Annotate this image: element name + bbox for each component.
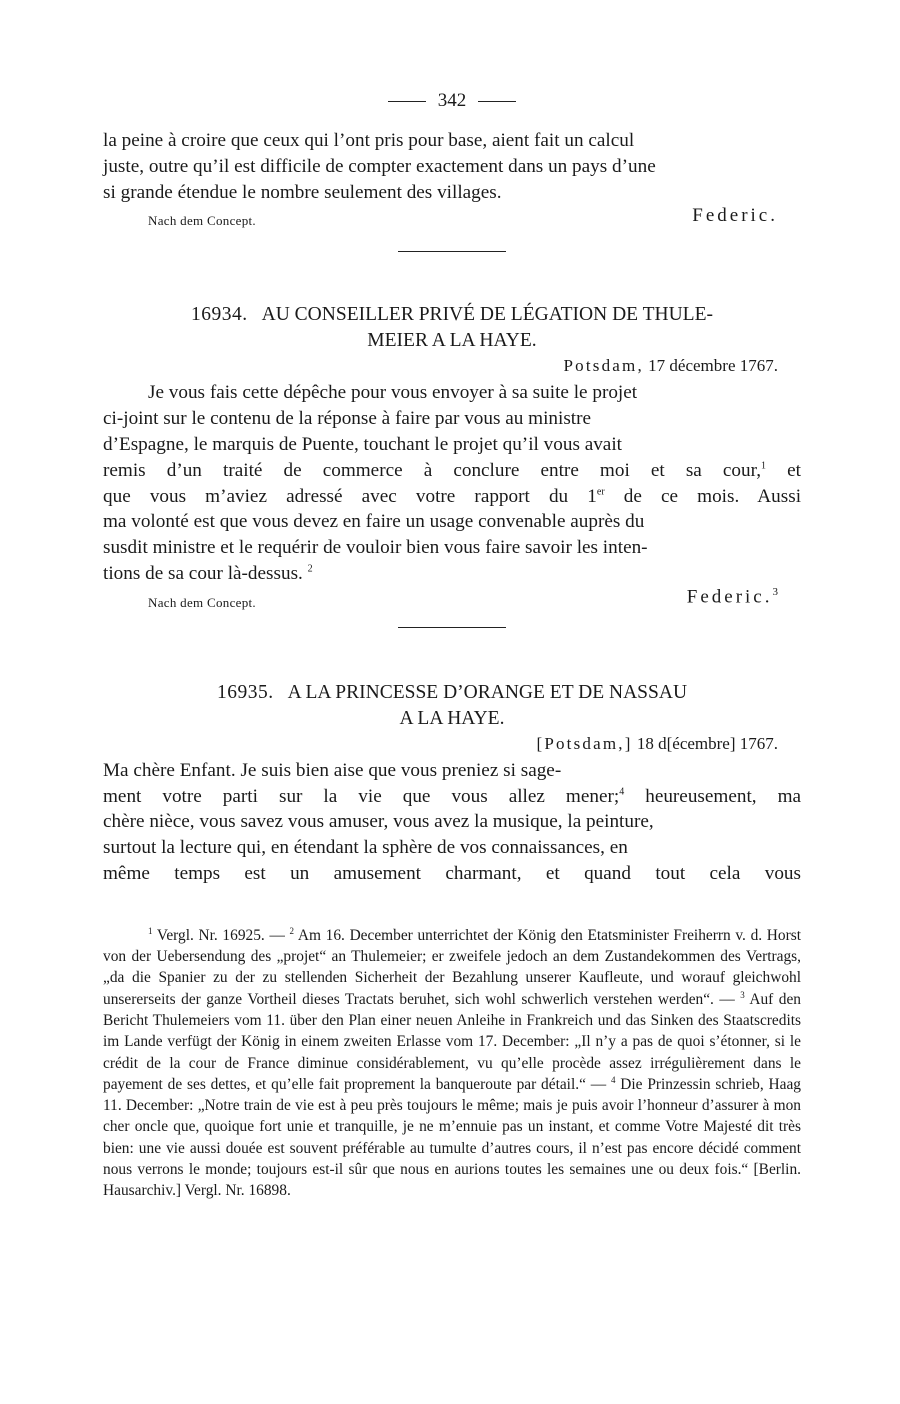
entry1-line-2: ci-joint sur le contenu de la réponse à faire par vous au ministre [103, 408, 592, 430]
entry1-line-7: susdit ministre et le requérir de vouloir bien vous faire savoir les inten- [103, 537, 648, 559]
entry1-signature [687, 586, 778, 608]
document-page [103, 86, 801, 1202]
entry2-line-5: même temps est un amusement charmant, et quand tout cela vous [103, 862, 801, 884]
footnote-4: Die Prinzessin schrieb, Haag 11. December: „Notre train de vie est à peu près toujours le même; mais je puis avoir l’honneur d’assurer à mon cher oncle que, quoique fort unie et tranquille, je ne m’ennuie pas un instant, et comme Votre Majesté dit très bien: une vie aussi douée est souvent préférable au tumulte d’autres cours, il n’est pas encore décidé comment nous verrons le monde; toujours est-il sûr que nous en aurions toutes les semaines une ou deux fois.“ [Berlin. Hausarchiv.] Vergl. Nr. 16898. [103, 1075, 801, 1200]
footnote-2: Am 16. December unterrichtet der König den Etatsminister Freiherrn v. d. Horst von der Uebersendung des „projet“ an Thulemeier; er zweifele jedoch an dem Zustandekommen des Vertrags, „da die Spanier zu der zu stellenden Sicherheit der Bezahlung unserer Kaufleute, und worauf gleichwohl unsererseits der ganze Vortheil dieses Tractats beruhet, sich wohl schwerlich verstehen werden“. — [103, 926, 802, 1008]
entry1-number: 16934. [191, 304, 248, 326]
footnote-ref-2: 2 [307, 563, 313, 575]
footnote-marker-1: 1 [148, 925, 153, 936]
entry1-title-line1 [103, 302, 801, 328]
page-number: 342 [437, 90, 467, 111]
previous-entry [103, 128, 801, 231]
prev-source: Nach dem Concept. [148, 213, 256, 229]
entry1-ordinal-suffix: er [596, 486, 605, 498]
prev-line-2: juste, outre qu’il est difficile de compter exactement dans un pays d’une [103, 155, 656, 177]
header-dash-left [388, 101, 426, 102]
entry-16935 [103, 680, 801, 887]
entry1-line-3: d’Espagne, le marquis de Puente, touchant le projet qu’il vous avait [103, 433, 622, 455]
entry1-title-line2: MEIER A LA HAYE. [367, 330, 537, 352]
entry2-number: 16935. [216, 681, 274, 703]
entry1-line-4-text: remis d’un traité de commerce à conclure entre moi et sa cour, [103, 459, 762, 481]
entry1-signature-text: Federic. [686, 586, 773, 608]
entry2-title-line2: A LA HAYE. [399, 707, 505, 729]
prev-line-3: si grande étendue le nombre seulement des villages. [103, 181, 502, 203]
entry1-line-5 [103, 484, 801, 510]
footnote-marker-4: 4 [610, 1074, 616, 1085]
entry2-title-text: A LA PRINCESSE D’ORANGE ET DE NASSAU [287, 681, 688, 703]
entry-16934 [103, 302, 801, 612]
footnote-3: Auf den Bericht Thulemeiers vom 11. über den Plan einer neuen Anleihe in Frankreich und das Sinken des Staatscredits im Lande verfügt der König in einem zweiten Erlasse vom 17. December: „Il n’y a pas de quoi s’étonner, si le crédit de la cour de France diminue considérablement, vu qu’elle procède assez irrégulièrement dans le payement de ses dettes, et qu’elle fait proprement la banqueroute par détail.“ — [103, 990, 801, 1093]
entry2-place: [Potsdam,] [536, 733, 633, 753]
page-header [103, 86, 801, 116]
entry1-line-8-text: tions de sa cour là-dessus. [103, 562, 303, 584]
footnote-1: Vergl. Nr. 16925. — [156, 926, 290, 944]
entry2-body [103, 758, 801, 887]
entry2-line-4: surtout la lecture qui, en étendant la sphère de vos connaissances, en [103, 837, 628, 859]
entry1-place: Potsdam, [563, 356, 644, 376]
entry1-meta-line [103, 587, 801, 613]
entry1-line-5-text: que vous m’aviez adressé avec votre rapport du [103, 485, 569, 507]
entry2-line-1: Ma chère Enfant. Je suis bien aise que vous preniez si sage- [103, 759, 562, 781]
entry2-dateline [103, 732, 801, 756]
entry2-line-2-end: heureusement, ma [645, 785, 802, 807]
entry2-line-2-text: ment votre parti sur la vie que vous allez mener; [103, 785, 620, 807]
separator-rule-2 [398, 627, 506, 628]
footnote-ref-1: 1 [761, 460, 767, 472]
entry1-dateline [103, 354, 801, 378]
entry1-source: Nach dem Concept. [148, 594, 256, 610]
footnote-ref-3: 3 [772, 586, 778, 599]
entry2-line-3: chère nièce, vous savez vous amuser, vous avez la musique, la peinture, [103, 811, 654, 833]
footnote-marker-2: 2 [289, 925, 295, 936]
footnotes-block [103, 925, 801, 1202]
prev-signature: Federic. [692, 205, 778, 227]
entry1-line-1: Je vous fais cette dépêche pour vous envoyer à sa suite le projet [148, 382, 638, 404]
entry2-title-line1 [103, 680, 801, 706]
footnote-marker-3: 3 [740, 989, 745, 1000]
entry1-date: 17 décembre 1767. [648, 356, 778, 376]
footnotes-text [103, 925, 801, 1202]
prev-meta-line [103, 205, 801, 231]
header-dash-right [478, 101, 516, 102]
footnote-ref-4: 4 [619, 786, 625, 798]
entry1-line-4-end: et [787, 459, 801, 481]
entry1-line-6: ma volonté est que vous devez en faire un usage convenable auprès du [103, 511, 645, 533]
prev-line-1: la peine à croire que ceux qui l’ont pris pour base, aient fait un calcul [103, 130, 635, 151]
separator-rule-1 [398, 251, 506, 252]
entry1-ordinal: 1 [587, 485, 597, 507]
entry1-line-8 [103, 561, 801, 587]
entry1-title-text: AU CONSEILLER PRIVÉ DE LÉGATION DE THULE- [261, 304, 713, 326]
entry2-line-2 [103, 784, 801, 810]
entry1-line-4 [103, 458, 801, 484]
entry1-line-5-end: de ce mois. Aussi [623, 485, 802, 507]
entry1-body [103, 380, 801, 586]
entry2-date: 18 d[écembre] 1767. [636, 733, 778, 753]
